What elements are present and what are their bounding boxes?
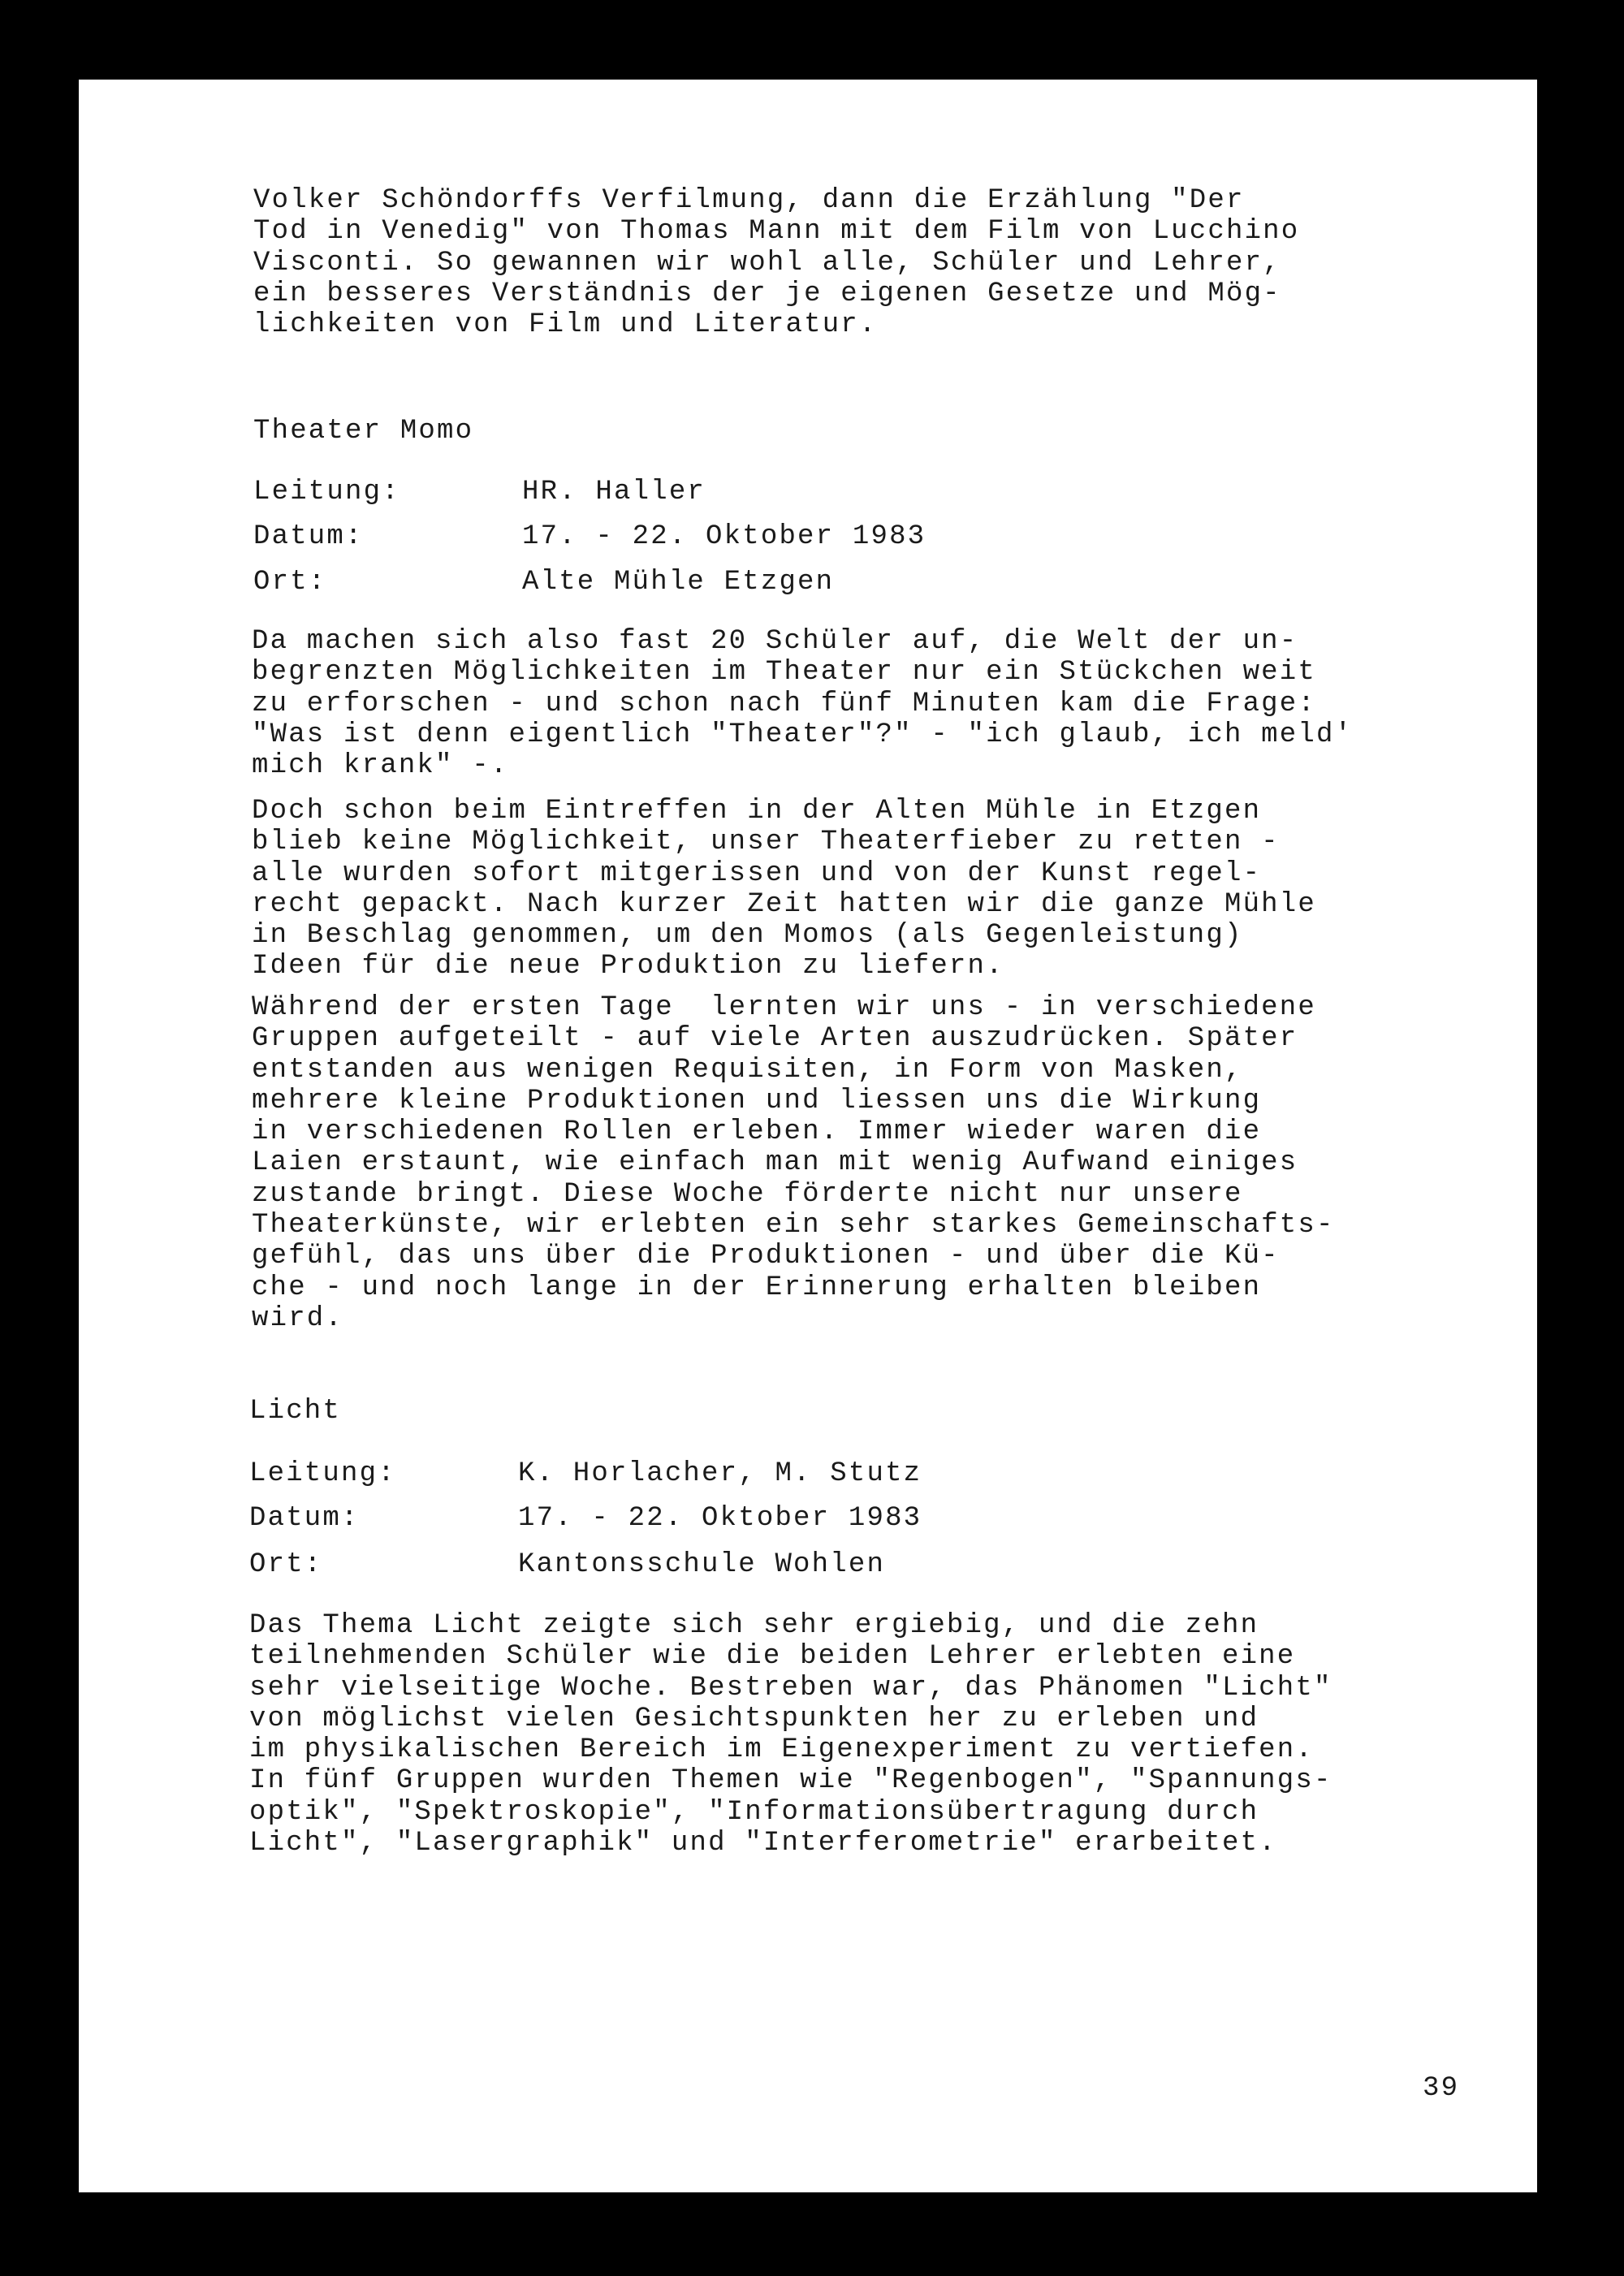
label-leitung: Leitung: [253,477,400,507]
text-line: lichkeiten von Film und Literatur. [253,309,878,341]
text-line: Laien erstaunt, wie einfach man mit wenig Aufwand einiges [252,1147,1298,1179]
text-line: Da machen sich also fast 20 Schüler auf, die Welt der un- [252,626,1298,657]
text-line: mich krank" -. [252,750,509,782]
section-title-licht: Licht [249,1396,342,1427]
label-ort: Ort: [249,1549,323,1580]
value-datum: 17. - 22. Oktober 1983 [518,1503,922,1534]
intro-paragraph [253,185,1299,340]
text-line: Das Thema Licht zeigte sich sehr ergiebig, und die zehn [249,1610,1259,1641]
text-line: mehrere kleine Produktionen und liessen uns die Wirkung [252,1085,1262,1116]
text-line: blieb keine Möglichkeit, unser Theaterfieber zu retten - [252,827,1280,858]
text-line: sehr vielseitige Woche. Bestreben war, das Phänomen "Licht" [249,1672,1332,1704]
text-line: Visconti. So gewannen wir wohl alle, Schüler und Lehrer, [253,247,1281,279]
label-ort: Ort: [253,567,327,598]
text-line: Volker Schöndorffs Verfilmung, dann die Erzählung "Der [253,185,1245,216]
text-line: "Was ist denn eigentlich "Theater"?" - "ich glaub, ich meld' [252,719,1354,750]
value-leitung: K. Horlacher, M. Stutz [518,1458,922,1489]
text-line: zu erforschen - und schon nach fünf Minuten kam die Frage: [252,688,1316,719]
page-number: 39 [1423,2073,1460,2104]
text-line: Ideen für die neue Produktion zu liefern. [252,951,1004,983]
label-leitung: Leitung: [249,1458,396,1489]
value-datum: 17. - 22. Oktober 1983 [522,521,926,552]
text-line: im physikalischen Bereich im Eigenexperiment zu vertiefen. [249,1734,1314,1766]
value-leitung: HR. Haller [522,477,706,507]
text-line: wird. [252,1302,344,1334]
section-title-theater-momo: Theater Momo [253,416,474,447]
value-ort: Kantonsschule Wohlen [518,1549,886,1580]
document-page [79,80,1537,2192]
text-line: che - und noch lange in der Erinnerung erhalten bleiben [252,1272,1262,1303]
text-line: ein besseres Verständnis der je eigenen Gesetze und Mög- [253,278,1281,309]
paragraph [252,796,1316,983]
text-line: von möglichst vielen Gesichtspunkten her zu erleben und [249,1703,1259,1734]
text-line: optik", "Spektroskopie", "Informationsübertragung durch [249,1796,1259,1828]
text-line: zustande bringt. Diese Woche förderte nicht nur unsere [252,1178,1243,1210]
text-line: Gruppen aufgeteilt - auf viele Arten auszudrücken. Später [252,1023,1298,1055]
text-line: Während der ersten Tage lernten wir uns - in verschiedene [252,992,1316,1023]
text-line: in verschiedenen Rollen erleben. Immer wieder waren die [252,1116,1262,1148]
text-line: begrenzten Möglichkeiten im Theater nur ein Stückchen weit [252,657,1316,689]
text-line: Tod in Venedig" von Thomas Mann mit dem Film von Lucchino [253,216,1300,248]
text-line: teilnehmenden Schüler wie die beiden Lehrer erlebten eine [249,1641,1296,1673]
text-line: entstanden aus wenigen Requisiten, in Form von Masken, [252,1054,1243,1086]
label-datum: Datum: [253,521,364,552]
text-line: alle wurden sofort mitgerissen und von der Kunst regel- [252,857,1262,889]
text-line: recht gepackt. Nach kurzer Zeit hatten wir die ganze Mühle [252,888,1316,920]
text-line: Licht", "Lasergraphik" und "Interferometrie" erarbeitet. [249,1828,1277,1859]
label-datum: Datum: [249,1503,360,1534]
paragraph [252,626,1353,781]
text-line: in Beschlag genommen, um den Momos (als Gegenleistung) [252,920,1243,952]
text-line: In fünf Gruppen wurden Themen wie "Regenbogen", "Spannungs- [249,1765,1332,1797]
value-ort: Alte Mühle Etzgen [522,567,835,598]
paragraph [252,992,1335,1334]
text-line: Doch schon beim Eintreffen in der Alten Mühle in Etzgen [252,796,1262,827]
text-line: Theaterkünste, wir erlebten ein sehr starkes Gemeinschafts- [252,1210,1335,1242]
text-line: gefühl, das uns über die Produktionen - und über die Kü- [252,1241,1280,1272]
paragraph [249,1610,1332,1859]
